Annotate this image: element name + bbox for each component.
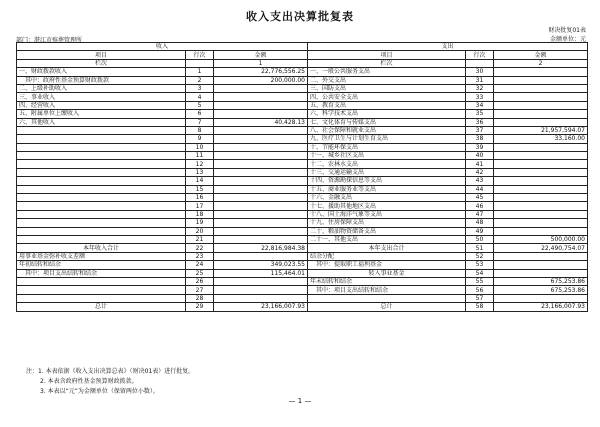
expense-item: 九、医疗卫生与计划生育支出 [308,135,466,143]
expense-row-header: 行次 [466,51,494,59]
income-item [17,219,186,227]
table-row [17,277,588,285]
income-item: 总计 [17,303,186,311]
income-section-header: 收入 [17,43,308,51]
expense-amount [494,294,588,302]
expense-row-no: 49 [466,227,494,235]
expense-row-no: 33 [466,93,494,101]
expense-amount [494,143,588,151]
expense-col-number: 2 [494,59,588,67]
expense-amount [494,68,588,76]
expense-row-no: 38 [466,135,494,143]
income-amount [214,84,308,92]
income-item: 三、事业收入 [17,93,186,101]
income-row-no: 18 [186,210,214,218]
table-row [17,303,588,311]
table-row [17,110,588,118]
expense-row-no: 37 [466,126,494,134]
income-amount [214,219,308,227]
income-amount: 22,776,556.25 [214,68,308,76]
income-amount: 23,166,007.93 [214,303,308,311]
expense-item: 其中：项目支出结转和结余 [308,286,466,294]
table-row [17,118,588,126]
income-row-no: 13 [186,168,214,176]
expense-amount [494,76,588,84]
income-amount [214,227,308,235]
expense-item: 十六、金融支出 [308,194,466,202]
income-amount [214,101,308,109]
expense-item: 年末结转和结余 [308,277,466,285]
expense-section-header: 支出 [308,43,588,51]
income-item: 六、其他收入 [17,118,186,126]
income-item [17,286,186,294]
expense-row-no: 45 [466,194,494,202]
table-row [17,185,588,193]
expense-amount [494,93,588,101]
income-amount [214,202,308,210]
expense-row-no: 50 [466,235,494,243]
expense-item: 五、教育支出 [308,101,466,109]
income-row-no: 21 [186,235,214,243]
income-row-no: 27 [186,286,214,294]
income-col-number: 1 [214,59,308,67]
expense-amount [494,252,588,260]
expense-row-no: 42 [466,168,494,176]
expense-amount [494,177,588,185]
income-amount [214,152,308,160]
expense-item-header: 项目 [308,51,466,59]
unit-label: 金额单位：元 [549,36,586,43]
income-item: 用事业基金弥补收支差额 [17,252,186,260]
income-amount [214,252,308,260]
expense-row-no: 30 [466,68,494,76]
expense-amount [494,194,588,202]
expense-row-no: 48 [466,219,494,227]
income-item [17,168,186,176]
expense-row-no: 54 [466,269,494,277]
income-item [17,177,186,185]
expense-amount [494,227,588,235]
income-item [17,160,186,168]
expense-item: 结余分配 [308,252,466,260]
table-row [17,202,588,210]
income-amount-header: 金额 [214,51,308,59]
expense-item: 四、公共安全支出 [308,93,466,101]
income-row-no: 24 [186,261,214,269]
income-amount: 22,816,984.38 [214,244,308,252]
income-row-no: 26 [186,277,214,285]
table-row [17,84,588,92]
expense-amount [494,101,588,109]
income-row-no: 2 [186,76,214,84]
form-code: 财决批复01表 [548,27,586,34]
expense-item: 十七、援助其他地区支出 [308,202,466,210]
income-row-no: 12 [186,160,214,168]
income-row-no: 15 [186,185,214,193]
income-item [17,210,186,218]
expense-amount: 23,166,007.93 [494,303,588,311]
income-row-no: 3 [186,84,214,92]
expense-amount-header: 金额 [494,51,588,59]
note-3: 3. 本表以“元”为金额单位（保留两位小数）。 [40,388,159,395]
table-row [17,135,588,143]
expense-row-no: 57 [466,294,494,302]
expense-col-label: 栏次 [308,59,466,67]
income-row-no: 23 [186,252,214,260]
table-row [17,210,588,218]
income-item: 年初结转和结余 [17,261,186,269]
income-row-no: 4 [186,93,214,101]
expense-item: 十二、农林水支出 [308,160,466,168]
table-row [17,177,588,185]
expense-row-no: 31 [466,76,494,84]
expense-amount [494,202,588,210]
income-amount [214,160,308,168]
expense-amount [494,118,588,126]
income-col-label: 栏次 [17,59,186,67]
budget-table [16,42,588,312]
income-amount [214,194,308,202]
expense-amount: 21,957,594.07 [494,126,588,134]
income-row-no: 9 [186,135,214,143]
table-row [17,244,588,252]
table-row [17,286,588,294]
expense-amount [494,152,588,160]
expense-item: 本年支出合计 [308,244,466,252]
expense-item: 十一、城乡社区支出 [308,152,466,160]
report-title: 收入支出决算批复表 [246,10,354,23]
expense-item: 二十一、其他支出 [308,235,466,243]
expense-item: 十五、商业服务业等支出 [308,185,466,193]
income-row-no: 1 [186,68,214,76]
expense-amount: 22,490,754.07 [494,244,588,252]
page-number: — 1 — [288,397,312,405]
expense-item: 六、科学技术支出 [308,110,466,118]
note-1: 注：1. 本表依据《收入支出决算总表》（财决01表）进行批复。 [26,368,195,375]
expense-row-no: 44 [466,185,494,193]
expense-row-no: 36 [466,118,494,126]
income-amount [214,135,308,143]
expense-item: 十三、交通运输支出 [308,168,466,176]
income-row-no: 28 [186,294,214,302]
table-row [17,126,588,134]
income-amount [214,143,308,151]
income-row-no: 7 [186,118,214,126]
income-item [17,185,186,193]
income-amount [214,210,308,218]
income-amount [214,286,308,294]
expense-amount [494,160,588,168]
table-row [17,68,588,76]
income-amount: 200,000.00 [214,76,308,84]
expense-amount: 33,160.00 [494,135,588,143]
income-amount: 40,428.13 [214,118,308,126]
expense-row-no: 32 [466,84,494,92]
income-amount [214,168,308,176]
income-item: 二、上级补助收入 [17,84,186,92]
table-row [17,227,588,235]
expense-row-no: 34 [466,101,494,109]
expense-item: 三、国防支出 [308,84,466,92]
table-row [17,168,588,176]
income-row-no: 8 [186,126,214,134]
expense-row-no: 43 [466,177,494,185]
table-row [17,101,588,109]
expense-item: 其中：提取职工福利基金 [308,261,466,269]
income-amount [214,185,308,193]
income-amount [214,294,308,302]
expense-row-no: 39 [466,143,494,151]
income-item: 四、经营收入 [17,101,186,109]
income-item [17,294,186,302]
expense-row-no: 47 [466,210,494,218]
income-amount: 115,464.01 [214,269,308,277]
income-item [17,227,186,235]
income-row-no: 10 [186,143,214,151]
income-row-no: 22 [186,244,214,252]
income-item: 五、附属单位上缴收入 [17,110,186,118]
income-row-no: 6 [186,110,214,118]
income-amount: 349,023.55 [214,261,308,269]
income-row-no: 29 [186,303,214,311]
table-row [17,294,588,302]
expense-item: 七、文化体育与传媒支出 [308,118,466,126]
income-item [17,126,186,134]
income-item: 其中：政府性基金预算财政拨款 [17,76,186,84]
expense-item: 转入事业基金 [308,269,466,277]
income-row-no: 16 [186,194,214,202]
expense-item: 十、节能环保支出 [308,143,466,151]
income-amount [214,93,308,101]
expense-amount: 675,253.86 [494,277,588,285]
income-item [17,277,186,285]
column-header-row [17,51,588,59]
expense-item: 十八、国土海洋气象等支出 [308,210,466,218]
income-row-no: 5 [186,101,214,109]
table-row [17,194,588,202]
expense-row-no: 40 [466,152,494,160]
table-row [17,269,588,277]
income-amount [214,277,308,285]
income-amount [214,235,308,243]
income-amount [214,177,308,185]
expense-amount [494,110,588,118]
income-item [17,202,186,210]
income-item [17,143,186,151]
expense-amount: 675,253.86 [494,286,588,294]
expense-row-no: 58 [466,303,494,311]
expense-item: 十四、资源勘探信息等支出 [308,177,466,185]
table-row [17,261,588,269]
table-row [17,152,588,160]
income-row-header: 行次 [186,51,214,59]
expense-amount [494,261,588,269]
expense-item: 一、一般公共服务支出 [308,68,466,76]
expense-item: 二、外交支出 [308,76,466,84]
expense-item: 总计 [308,303,466,311]
table-row [17,93,588,101]
income-item [17,135,186,143]
table-row [17,219,588,227]
section-header-row [17,43,588,51]
income-item: 其中：项目支出结转和结余 [17,269,186,277]
expense-item: 十九、住房保障支出 [308,219,466,227]
note-2: 2. 本表含政府性基金预算财政拨款。 [40,378,138,385]
income-amount [214,110,308,118]
expense-amount [494,219,588,227]
income-item [17,235,186,243]
expense-row-no: 55 [466,277,494,285]
expense-row-no: 35 [466,110,494,118]
expense-row-no: 51 [466,244,494,252]
table-row [17,252,588,260]
income-item: 本年收入合计 [17,244,186,252]
footnotes [26,367,194,397]
table-row [17,143,588,151]
expense-amount [494,269,588,277]
income-row-no: 14 [186,177,214,185]
income-row-no: 19 [186,219,214,227]
expense-row-no: 41 [466,160,494,168]
expense-item: 二十、粮油物资储备支出 [308,227,466,235]
table-row [17,235,588,243]
income-row-no: 11 [186,152,214,160]
income-item [17,194,186,202]
income-amount [214,126,308,134]
expense-amount [494,84,588,92]
department-label: 部门：湛江市殡葬管理所 [16,37,83,44]
expense-row-no: 53 [466,261,494,269]
income-item [17,152,186,160]
expense-item [308,294,466,302]
income-row-no: 20 [186,227,214,235]
income-item-header: 项目 [17,51,186,59]
income-row-no: 17 [186,202,214,210]
expense-amount: 500,000.00 [494,235,588,243]
expense-row-no: 46 [466,202,494,210]
income-item: 一、财政拨款收入 [17,68,186,76]
income-row-no: 25 [186,269,214,277]
expense-item: 八、社会保障和就业支出 [308,126,466,134]
expense-col-blank [466,59,494,67]
income-col-blank [186,59,214,67]
expense-row-no: 56 [466,286,494,294]
expense-amount [494,168,588,176]
expense-amount [494,185,588,193]
expense-amount [494,210,588,218]
column-number-row [17,59,588,67]
table-row [17,76,588,84]
expense-row-no: 52 [466,252,494,260]
table-row [17,160,588,168]
